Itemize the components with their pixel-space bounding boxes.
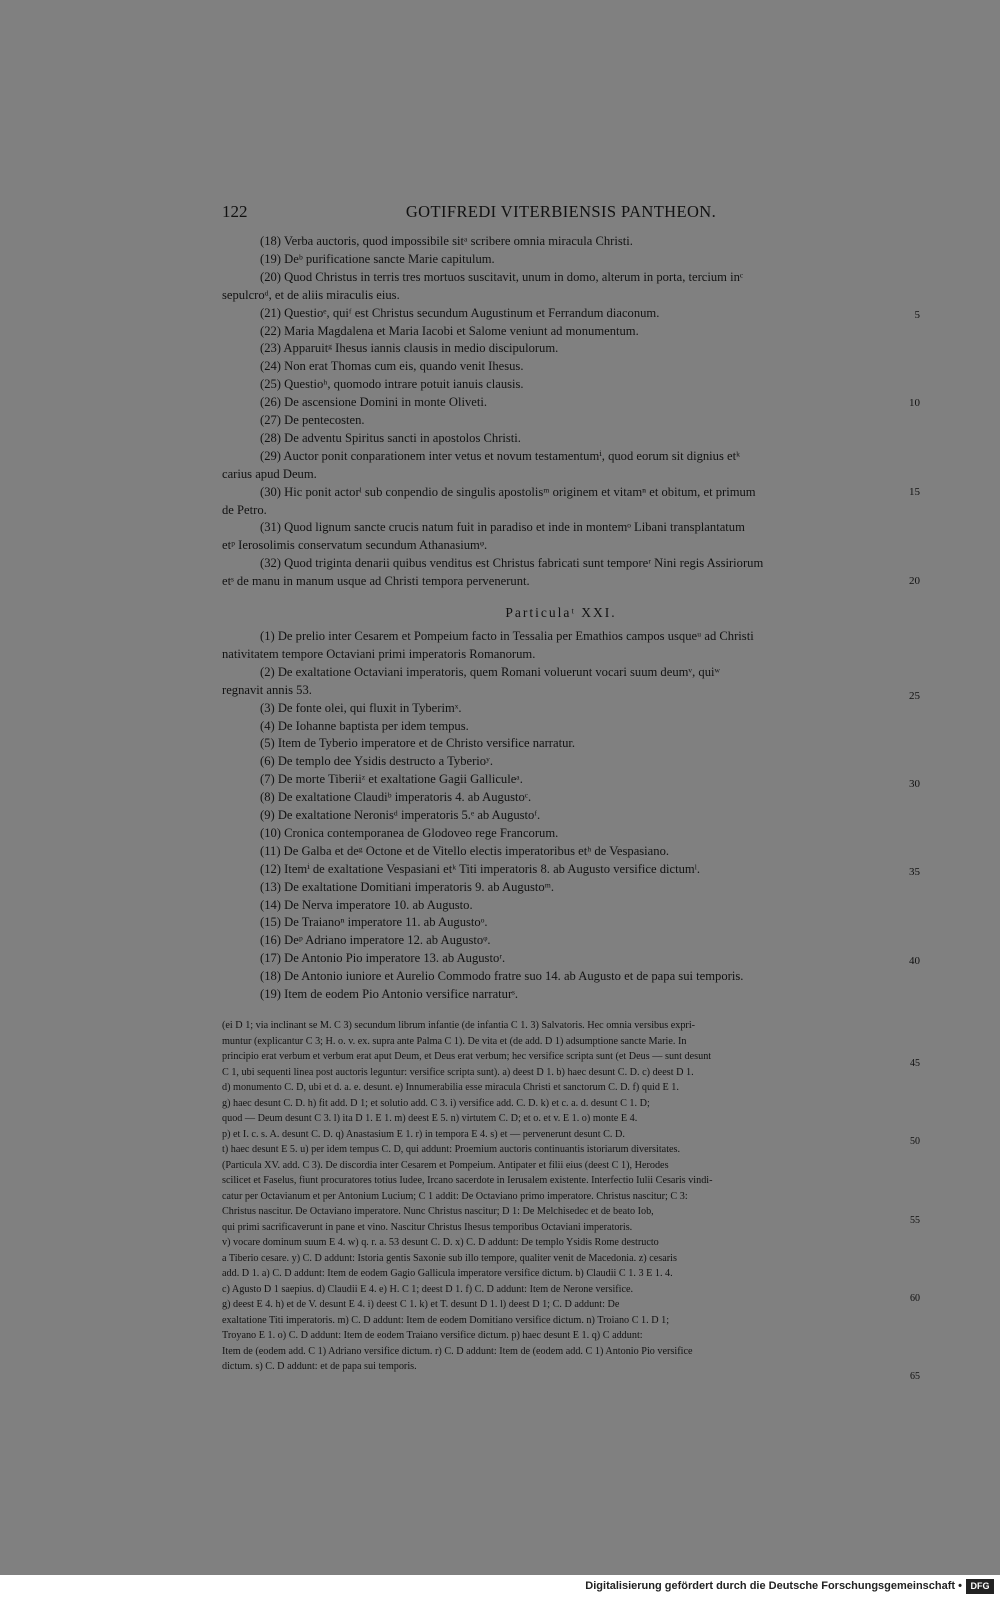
margin-line-number: 20	[909, 575, 920, 587]
chapter-line: carius apud Deum.	[222, 466, 317, 481]
chapter-line: (20) Quod Christus in terris tres mortuos suscitavit, unum in domo, alterum in porta, tercium inᶜ	[260, 269, 744, 284]
chapter-line: (17) De Antonio Pio imperatore 13. ab Augustoʳ.	[260, 951, 506, 966]
footnote-line: add. D 1. a) C. D addunt: Item de eodem Gagio Gallicula imperatore versifice dictum. b) Claudii C 1. 3 E 1. 4.	[222, 1268, 673, 1279]
chapter-line: (29) Auctor ponit conparationem inter vetus et novum testamentumⁱ, quod eorum sit dignius etᵏ	[260, 448, 741, 463]
dfg-logo: DFG	[966, 1579, 994, 1594]
footnote-line: catur per Octavianum et per Antonium Lucium; C 1 addit: De Octaviano primo imperatore. Christus nascitur; C 3:	[222, 1190, 688, 1202]
footnote-line: quod — Deum desunt C 3. l) ita D 1. E 1. m) deest E 5. n) virtutem C. D; et o. et v. E 1. o) monte E 4.	[222, 1113, 638, 1124]
chapter-line: (21) Questioᵉ, quiᶠ est Christus secundum Augustinum et Ferrandum diaconum.	[260, 305, 660, 320]
chapter-line: (31) Quod lignum sancte crucis natum fuit in paradiso et inde in montemᵒ Libani transplantatum	[260, 520, 745, 535]
chapter-line: (30) Hic ponit actorˡ sub conpendio de singulis apostolisᵐ originem et vitamⁿ et obitum, et primum	[260, 484, 756, 499]
chapter-line: (11) De Galba et deᵍ Octone et de Vitello electis imperatoribus etʰ de Vespasiano.	[260, 843, 670, 858]
margin-line-number: 45	[910, 1058, 920, 1069]
footnote-line: a Tiberio cesare. y) C. D addunt: Istoria gentis Saxonie sub illo tempore, qualiter venit de Macedonia. z) cesaris	[222, 1252, 677, 1264]
margin-line-number: 55	[910, 1215, 920, 1226]
margin-line-number: 15	[909, 486, 920, 498]
chapter-line: (26) De ascensione Domini in monte Oliveti.	[260, 395, 487, 410]
footnote-line: qui primi sacrificaverunt in pane et vino. Nascitur Christus Ihesus temporibus Octaviani imperatoris.	[222, 1221, 633, 1233]
footnote-line: (Particula XV. add. C 3). De discordia inter Cesarem et Pompeium. Antipater et filii eius (deest C 1), Herodes	[222, 1159, 669, 1171]
chapter-line: (32) Quod triginta denarii quibus venditus est Christus fabricati sunt temporeʳ Nini regis Assiriorum	[260, 556, 764, 571]
footnote-line: C 1, ubi sequenti linea post auctoris leguntur: versifice scripta sunt). a) deest D 1. b) haec desunt C. D. c) deest D 1.	[222, 1066, 694, 1078]
footnote-line: Troyano E 1. o) C. D addunt: Item de eodem Traiano versifice dictum. p) haec desunt E 1. q) C addunt:	[222, 1330, 643, 1341]
running-title: GOTIFREDI VITERBIENSIS PANTHEON.	[405, 202, 717, 221]
margin-line-number: 50	[910, 1136, 920, 1147]
chapter-line: (6) De templo dee Ysidis destructo a Tyberioʸ.	[260, 754, 493, 769]
chapter-line: (23) Apparuitᵍ Ihesus iannis clausis in medio discipulorum.	[260, 341, 559, 356]
chapter-line: sepulcroᵈ, et de aliis miraculis eius.	[222, 287, 400, 302]
margin-line-number: 30	[909, 778, 920, 790]
chapter-line: regnavit annis 53.	[222, 682, 312, 697]
footnote-line: p) et I. c. s. A. desunt C. D. q) Anastasium E 1. r) in tempora E 4. s) et — pervenerunt desunt C. D.	[222, 1128, 625, 1140]
footnote-line: g) deest E 4. h) et de V. desunt E 4. i) deest C 1. k) et T. desunt D 1. l) deest D 1; C. D addunt: De	[222, 1299, 620, 1310]
chapter-line: (1) De prelio inter Cesarem et Pompeium facto in Tessalia per Emathios campos usqueᵘ ad Christi	[260, 629, 754, 643]
chapter-line: nativitatem tempore Octaviani primi imperatoris Romanorum.	[222, 646, 536, 661]
footnote-line: t) haec desunt E 5. u) per idem tempus C. D, qui addunt: Proemium auctoris continuantis istoriarum diversitates.	[222, 1144, 681, 1155]
chapter-line: etˢ de manu in manum usque ad Christi tempora pervenerunt.	[222, 574, 530, 589]
chapter-line: (5) Item de Tyberio imperatore et de Christo versifice narratur.	[260, 736, 576, 751]
chapter-line: (19) Item de eodem Pio Antonio versifice narraturˢ.	[260, 987, 518, 1001]
chapter-line: (3) De fonte olei, qui fluxit in Tyberimˣ.	[260, 700, 462, 715]
chapter-line: (10) Cronica contemporanea de Glodoveo rege Francorum.	[260, 825, 559, 840]
margin-line-number: 25	[909, 690, 920, 702]
chapter-line: (19) Deᵇ purificatione sancte Marie capitulum.	[260, 251, 495, 266]
chapter-line: (14) De Nerva imperatore 10. ab Augusto.	[260, 897, 473, 912]
margin-line-number: 40	[909, 955, 920, 967]
chapter-line: (27) De pentecosten.	[260, 413, 365, 427]
digitization-footer	[0, 1575, 1000, 1599]
footnote-line: g) haec desunt C. D. h) fit add. D 1; et solutio add. C 3. i) versifice add. C. D. k) et c. a. d. desunt C 1. D;	[222, 1097, 650, 1109]
margin-line-number: 35	[909, 866, 920, 878]
section-heading: Particulaᵗ XXI.	[505, 605, 617, 620]
chapter-line: (28) De adventu Spiritus sancti in apostolos Christi.	[260, 430, 521, 445]
footnote-line: scilicet et Faselus, fiunt procuratores totius Iudee, Ircano sacerdote in Ierusalem existente. Interfectio Iulii Cesaris vindi-	[222, 1175, 713, 1186]
footnote-line: dictum. s) C. D addunt: et de papa sui temporis.	[222, 1361, 417, 1372]
margin-line-number: 65	[910, 1371, 920, 1382]
chapter-line: etᵖ Ierosolimis conservatum secundum Athanasiumᵠ.	[222, 538, 488, 553]
chapter-line: (13) De exaltatione Domitiani imperatoris 9. ab Augustoᵐ.	[260, 879, 554, 894]
footnote-line: v) vocare dominum suum E 4. w) q. r. a. 53 desunt C. D. x) C. D addunt: De templo Ysidis Rome destructo	[222, 1237, 659, 1248]
chapter-line: (18) De Antonio iuniore et Aurelio Commodo fratre suo 14. ab Augusto et de papa sui temporis.	[260, 969, 744, 984]
chapter-line: (25) Questioʰ, quomodo intrare potuit ianuis clausis.	[260, 377, 524, 392]
footnote-line: d) monumento C. D, ubi et d. a. e. desunt. e) Innumerabilia esse miracula Christi et sanctorum C. D. f) quid E 1.	[222, 1082, 679, 1093]
footnote-line: c) Agusto D 1 saepius. d) Claudii E 4. e) H. C 1; deest D 1. f) C. D addunt: Item de Nerone versifice.	[222, 1283, 634, 1295]
chapter-line: (15) De Traianoⁿ imperatore 11. ab Augustoᵒ.	[260, 915, 488, 930]
chapter-line: (2) De exaltatione Octaviani imperatoris, quem Romani voluerunt vocari suum deumᵛ, quiʷ	[260, 664, 720, 679]
chapter-line: (22) Maria Magdalena et Maria Iacobi et Salome veniunt ad monumentum.	[260, 323, 639, 338]
chapter-line: de Petro.	[222, 502, 267, 517]
footnote-line: exaltatione Titi imperatoris. m) C. D addunt: Item de eodem Domitiano versifice dictum. n) Troiano C 1. D 1;	[222, 1314, 670, 1326]
page-number: 122	[222, 202, 248, 221]
chapter-line: (7) De morte Tiberiiᶻ et exaltatione Gagii Galliculeᵃ.	[260, 772, 523, 787]
chapter-line: (18) Verba auctoris, quod impossibile sitᵃ scribere omnia miracula Christi.	[260, 234, 633, 248]
margin-line-number: 10	[909, 397, 920, 409]
footnote-line: (ei D 1; via inclinant se M. C 3) secundum librum infantie (de infantia C 1. 3) Salvatoris. Hec omnia versibus expri-	[222, 1020, 696, 1031]
chapter-line: (4) De Iohanne baptista per idem tempus.	[260, 718, 469, 733]
footnote-line: Item de (eodem add. C 1) Adriano versifice dictum. r) C. D addunt: Item de (eodem add. C 1) Antonio Pio versifice	[222, 1345, 693, 1357]
page-header	[222, 202, 900, 226]
margin-line-number: 60	[910, 1293, 920, 1304]
margin-line-number: 5	[914, 309, 920, 321]
footnote-line: Christus nascitur. De Octaviano imperatore. Nunc Christus nascitur; D 1: De Melchisedec et de beato Iob,	[222, 1206, 654, 1217]
chapter-line: (9) De exaltatione Neronisᵈ imperatoris 5.ᵉ ab Augustoᶠ.	[260, 808, 541, 822]
chapter-line: (12) Itemⁱ de exaltatione Vespasiani etᵏ Titi imperatoris 8. ab Augusto versifice dictumˡ.	[260, 861, 700, 876]
footnote-line: muntur (explicantur C 3; H. o. v. ex. supra ante Palma C 1). De vita et (de add. D 1) adsumptione sancte Marie. In	[222, 1035, 687, 1047]
chapter-line: (8) De exaltatione Claudiᵇ imperatoris 4. ab Augustoᶜ.	[260, 790, 532, 805]
funding-credit: Digitalisierung gefördert durch die Deutsche Forschungsgemeinschaft •	[585, 1580, 962, 1592]
chapter-line: (24) Non erat Thomas cum eis, quando venit Ihesus.	[260, 359, 524, 374]
footnote-line: principio erat verbum et verbum erat aput Deum, et Deus erat verbum; hec versifice scripta sunt (et Deus — sunt desunt	[222, 1051, 712, 1062]
chapter-line: (16) Deᵖ Adriano imperatore 12. ab Augustoᵠ.	[260, 933, 491, 948]
